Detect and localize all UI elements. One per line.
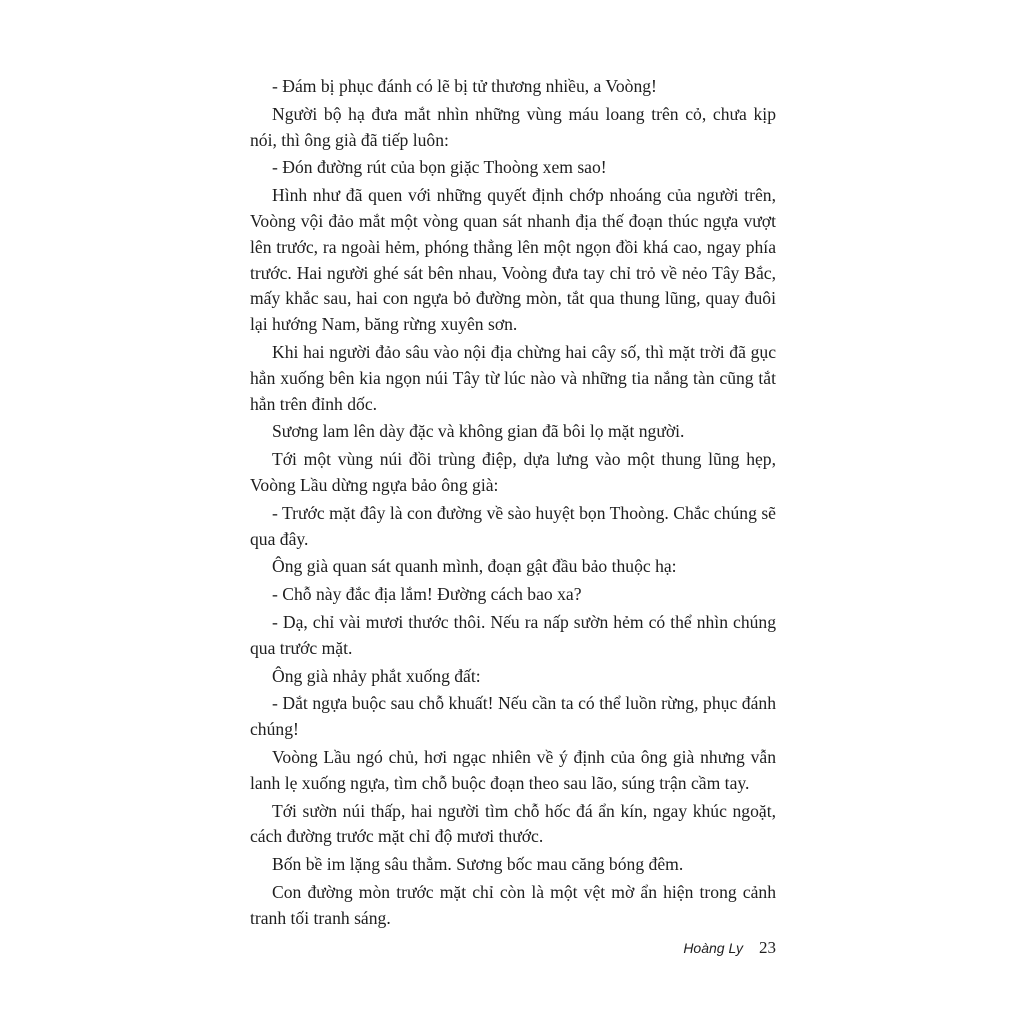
paragraph: Tới sườn núi thấp, hai người tìm chỗ hốc đá ẩn kín, ngay khúc ngoặt, cách đường trước mặt chỉ độ mươi thước. <box>250 800 776 847</box>
paragraph: - Đón đường rút của bọn giặc Thoòng xem sao! <box>272 157 607 178</box>
paragraph: Ông già nhảy phắt xuống đất: <box>272 665 481 686</box>
paragraph: - Dắt ngựa buộc sau chỗ khuất! Nếu cần ta có thể luồn rừng, phục đánh chúng! <box>250 693 776 740</box>
footer-author: Hoàng Ly <box>683 940 743 956</box>
paragraph: Người bộ hạ đưa mắt nhìn những vùng máu loang trên cỏ, chưa kịp nói, thì ông già đã tiếp luôn: <box>250 103 776 150</box>
paragraph: Bốn bề im lặng sâu thẳm. Sương bốc mau căng bóng đêm. <box>272 854 684 875</box>
paragraph: - Chỗ này đắc địa lắm! Đường cách bao xa? <box>272 584 582 605</box>
paragraph: - Dạ, chỉ vài mươi thước thôi. Nếu ra nấp sườn hẻm có thể nhìn chúng qua trước mặt. <box>250 611 776 658</box>
paragraph: Con đường mòn trước mặt chỉ còn là một vệt mờ ẩn hiện trong cảnh tranh tối tranh sáng. <box>250 881 776 928</box>
page-number: 23 <box>759 938 776 957</box>
page-footer <box>683 938 776 958</box>
paragraph: Voòng Lầu ngó chủ, hơi ngạc nhiên về ý định của ông già nhưng vẫn lanh lẹ xuống ngựa, tìm chỗ buộc đoạn theo sau lão, súng trận cầm tay. <box>250 746 776 793</box>
paragraph: - Trước mặt đây là con đường về sào huyệt bọn Thoòng. Chắc chúng sẽ qua đây. <box>250 502 776 549</box>
paragraph: Hình như đã quen với những quyết định chớp nhoáng của người trên, Voòng vội đảo mắt một vòng quan sát nhanh địa thế đoạn thúc ngựa vượt lên trước, ra ngoài hẻm, phóng thẳng lên một ngọn đồi khá cao, ngay phía trước. Hai người ghé sát bên nhau, Voòng đưa tay chỉ trỏ về nẻo Tây Bắc, mấy khắc sau, hai con ngựa bỏ đường mòn, tắt qua thung lũng, quay đuôi lại hướng Nam, băng rừng xuyên sơn. <box>250 185 776 335</box>
paragraph: Tới một vùng núi đồi trùng điệp, dựa lưng vào một thung lũng hẹp, Voòng Lầu dừng ngựa bảo ông già: <box>250 449 776 495</box>
paragraph: Sương lam lên dày đặc và không gian đã bôi lọ mặt người. <box>272 421 685 442</box>
paragraph: Ông già quan sát quanh mình, đoạn gật đầu bảo thuộc hạ: <box>272 556 677 577</box>
page-body <box>250 74 776 934</box>
paragraph: Khi hai người đảo sâu vào nội địa chừng hai cây số, thì mặt trời đã gục hẳn xuống bên kia ngọn núi Tây từ lúc nào và những tia nắng tàn cũng tắt hẳn trên đỉnh dốc. <box>250 341 776 414</box>
paragraph: - Đám bị phục đánh có lẽ bị tử thương nhiều, a Voòng! <box>272 76 657 96</box>
